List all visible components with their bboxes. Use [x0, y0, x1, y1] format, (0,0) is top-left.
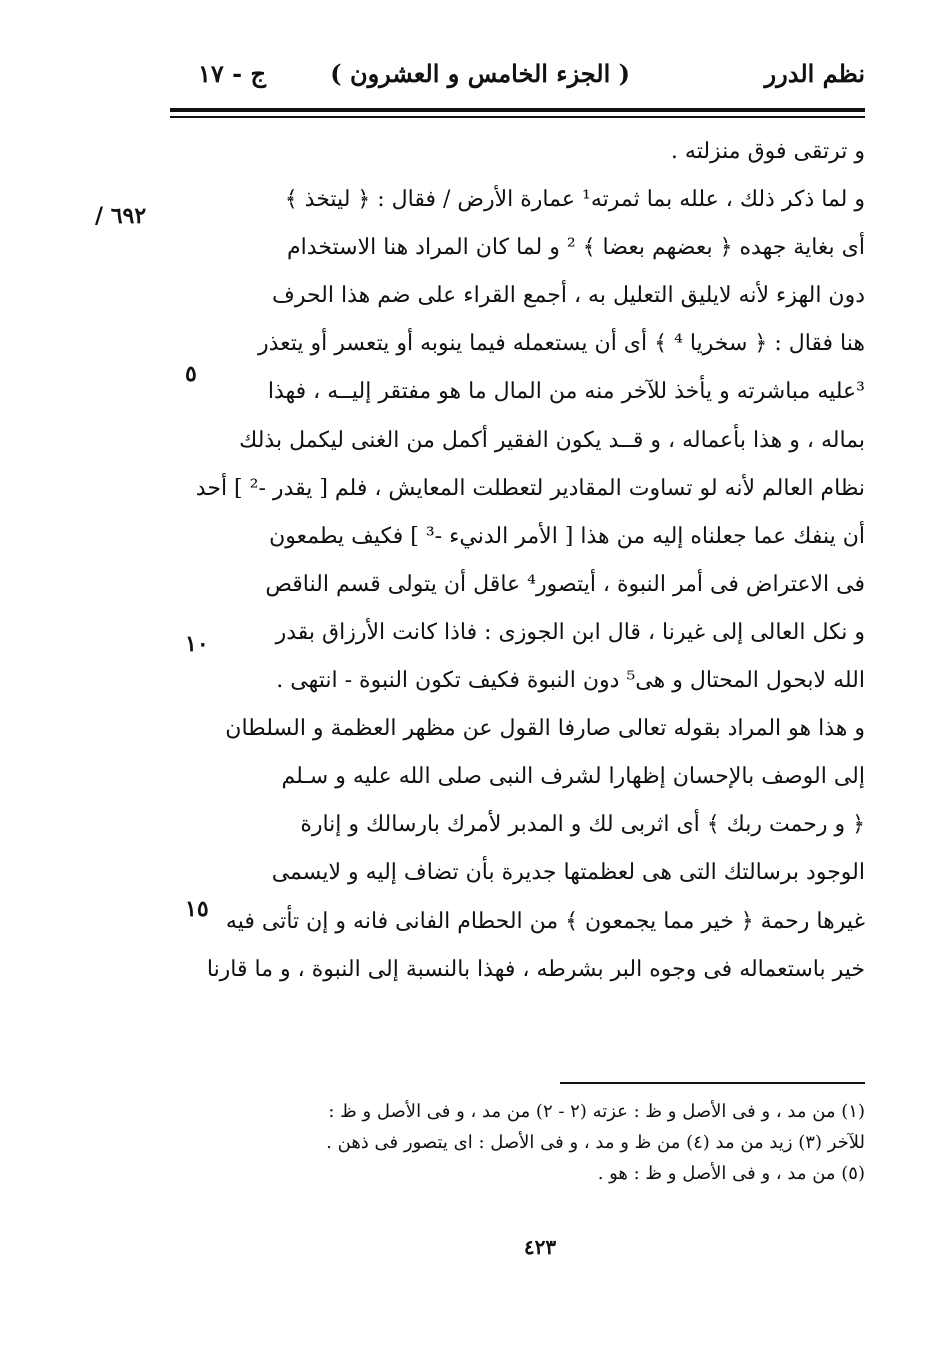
book-title: نظم الدرر — [764, 59, 865, 88]
footnote-line: (١) من مد ، و فى الأصل و ظ : عزته (٢ - ٢) من مد ، و فى الأصل و ظ : — [328, 1101, 865, 1122]
footnote-separator — [560, 1082, 865, 1084]
footnotes — [170, 1096, 865, 1189]
margin-line-number-15: ١٥ — [185, 896, 209, 922]
body-line: و هذا هو المراد بقوله تعالى صارفا القول عن مظهر العظمة و السلطان — [225, 716, 865, 742]
body-line: الله لابحول المحتال و هى⁵ دون النبوة فكيف تكون النبوة - انتهى . — [276, 668, 865, 694]
volume-label: ج - ١٧ — [198, 59, 266, 88]
body-line: و ترتقى فوق منزلته . — [670, 139, 865, 164]
margin-verse-ref: ٦٩٢ / — [95, 203, 147, 229]
body-line: ³عليه مباشرته و يأخذ للآخر منه من المال ما هو مفتقر إليــه ، فهذا — [267, 379, 865, 405]
footnote-line: للآخر (٣) زيد من مد (٤) من ظ و مد ، و فى الأصل : اى يتصور فى ذهن . — [326, 1132, 865, 1153]
footnote-line: (٥) من مد ، و فى الأصل و ظ : هو . — [597, 1163, 865, 1184]
body-line: فى الاعتراض فى أمر النبوة ، أيتصور⁴ عاقل أن يتولى قسم الناقص — [265, 571, 865, 597]
body-line: و نكل العالى إلى غيرنا ، قال ابن الجوزى : فاذا كانت الأرزاق بقدر — [275, 619, 865, 645]
body-line: غيرها رحمة ﴿ خير مما يجمعون ﴾ من الحطام الفانى فانه و إن تأتى فيه — [225, 908, 865, 934]
margin-line-number-10: ١٠ — [185, 631, 209, 657]
body-line: و لما ذكر ذلك ، علله بما ثمرته¹ عمارة الأرض / فقال : ﴿ ليتخذ ﴾ — [284, 187, 865, 213]
margin-line-number-5: ٥ — [185, 361, 197, 387]
body-line: خير باستعماله فى وجوه البر بشرطه ، فهذا بالنسبة إلى النبوة ، و ما قارنا — [206, 956, 865, 982]
body-line: هنا فقال : ﴿ سخريا ⁴ ﴾ أى أن يستعمله فيما ينوبه أو يتعسر أو يتعذر — [258, 331, 865, 357]
body-line: إلى الوصف بالإحسان إظهارا لشرف النبى صلى الله عليه و سـلم — [281, 764, 865, 790]
running-header — [170, 50, 865, 114]
body-line: الوجود برسالتك التى هى لعظمتها جديرة بأن تضاف إليه و لايسمى — [271, 860, 865, 886]
body-line: أى بغاية جهده ﴿ بعضهم بعضا ﴾ ² و لما كان المراد هنا الاستخدام — [287, 235, 865, 261]
body-line: نظام العالم لأنه لو تساوت المقادير لتعطلت المعايش ، فلم [ يقدر -² ] أحد — [195, 475, 865, 501]
body-line: ﴿ و رحمت ربك ﴾ أى اثربى لك و المدبر لأمرك بارسالك و إنارة — [300, 812, 865, 838]
part-title: ( الجزء الخامس و العشرون ) — [330, 59, 630, 88]
body-line: أن ينفك عما جعلناه إليه من هذا [ الأمر الدنيء -³ ] فكيف يطمعون — [269, 523, 865, 549]
header-rule-thin — [170, 116, 865, 118]
page-number: ٤٢٣ — [523, 1235, 557, 1259]
header-rule-thick — [170, 108, 865, 112]
body-line: دون الهزء لأنه لايليق التعليل به ، أجمع القراء على ضم هذا الحرف — [272, 283, 865, 309]
body-line: بماله ، و هذا بأعماله ، و قــد يكون الفقير أكمل من الغنى ليكمل بذلك — [239, 427, 865, 453]
